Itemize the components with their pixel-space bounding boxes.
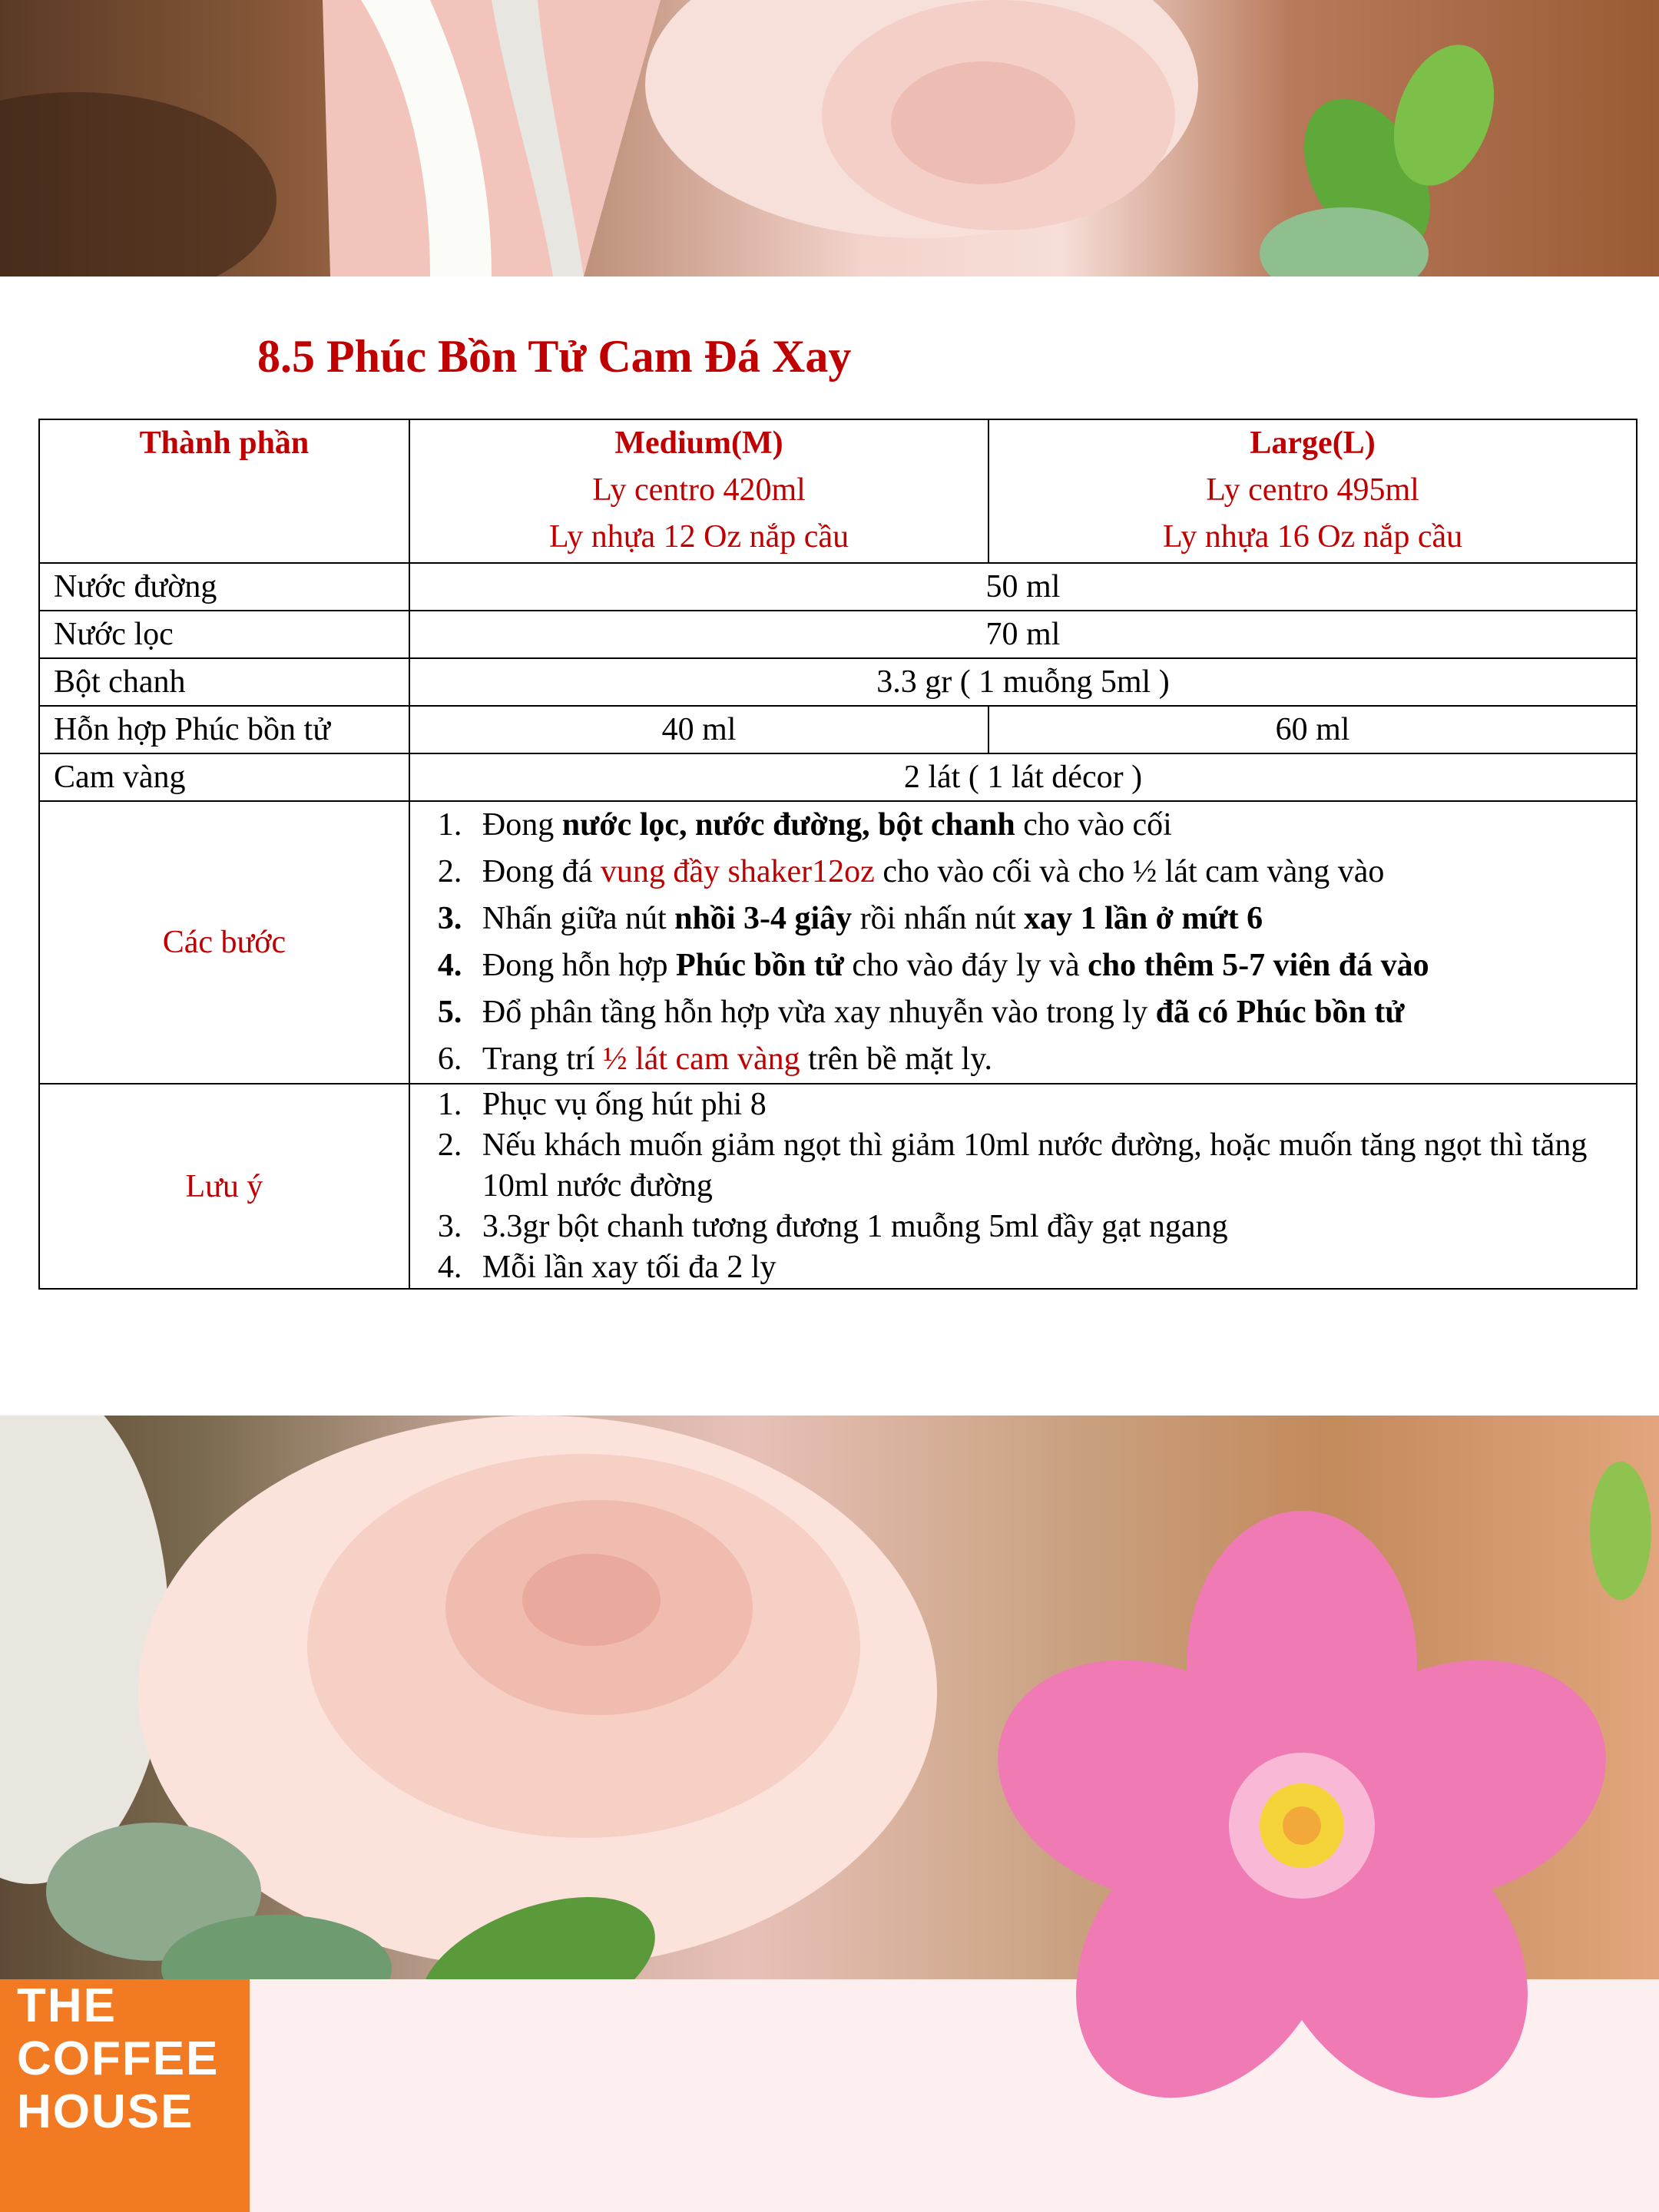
row-value: 3.3 gr ( 1 muỗng 5ml ) (409, 658, 1637, 706)
note-item: 3. 3.3gr bột chanh tương đương 1 muỗng 5ml đầy gạt ngang (470, 1207, 1622, 1247)
step-item: 2. Đong đá vung đầy shaker12oz cho vào cối và cho ½ lát cam vàng vào (470, 849, 1622, 896)
notes-row (39, 1084, 1637, 1289)
recipe-title: 8.5 Phúc Bồn Tử Cam Đá Xay (257, 331, 852, 382)
note-item: 1. Phục vụ ống hút phi 8 (470, 1084, 1622, 1125)
steps-label: Các bước (39, 801, 409, 1084)
row-name: Bột chanh (39, 658, 409, 706)
row-name: Cam vàng (39, 753, 409, 801)
table-row (39, 753, 1637, 801)
step-item: 4. Đong hỗn hợp Phúc bồn tử cho vào đáy ly và cho thêm 5-7 viên đá vào (470, 942, 1622, 989)
header-large-cup: Ly centro 495ml (1206, 472, 1419, 508)
row-name: Hỗn hợp Phúc bồn tử (39, 706, 409, 753)
row-name: Nước đường (39, 563, 409, 611)
table-row (39, 658, 1637, 706)
pink-footer-panel (250, 1979, 1659, 2212)
notes-label: Lưu ý (39, 1084, 409, 1289)
header-medium-label: Medium(M) (614, 426, 783, 461)
table-header-row (39, 419, 1637, 563)
steps-cell (409, 801, 1637, 1084)
note-item: 2. Nếu khách muốn giảm ngọt thì giảm 10ml nước đường, hoặc muốn tăng ngọt thì tăng 10ml nước đường (470, 1125, 1622, 1207)
note-item: 4. Mỗi lần xay tối đa 2 ly (470, 1247, 1622, 1288)
header-medium (409, 419, 988, 563)
row-value: 50 ml (409, 563, 1637, 611)
top-decorative-photo (0, 0, 1659, 276)
steps-row (39, 801, 1637, 1084)
table-row (39, 611, 1637, 658)
notes-list (424, 1084, 1622, 1288)
brand-line-2: COFFEE (17, 2032, 220, 2085)
header-large (988, 419, 1637, 563)
header-large-alt-cup: Ly nhựa 16 Oz nắp cầu (1162, 519, 1463, 555)
recipe-table (38, 419, 1637, 1290)
row-value-medium: 40 ml (409, 706, 988, 753)
steps-list (424, 802, 1622, 1083)
row-value: 2 lát ( 1 lát décor ) (409, 753, 1637, 801)
table-row (39, 563, 1637, 611)
step-item: 1. Đong nước lọc, nước đường, bột chanh cho vào cối (470, 802, 1622, 849)
header-large-label: Large(L) (1250, 426, 1376, 461)
brand-line-1: THE (17, 1979, 117, 2032)
table-row (39, 706, 1637, 753)
brand-line-3: HOUSE (17, 2085, 194, 2138)
step-item: 3. Nhấn giữa nút nhồi 3-4 giây rồi nhấn nút xay 1 lần ở mứt 6 (470, 896, 1622, 942)
step-item: 6. Trang trí ½ lát cam vàng trên bề mặt ly. (470, 1036, 1622, 1083)
header-medium-cup: Ly centro 420ml (592, 472, 806, 508)
row-value: 70 ml (409, 611, 1637, 658)
header-ingredient-label: Thành phần (139, 426, 310, 461)
top-photo-art (0, 0, 1659, 276)
header-medium-alt-cup: Ly nhựa 12 Oz nắp cầu (548, 519, 849, 555)
brand-logo-panel (0, 1979, 250, 2212)
row-value-large: 60 ml (988, 706, 1637, 753)
notes-cell (409, 1084, 1637, 1289)
bottom-decorative-photo (0, 1416, 1659, 2212)
header-ingredient (39, 419, 409, 563)
row-name: Nước lọc (39, 611, 409, 658)
step-item: 5. Đổ phân tầng hỗn hợp vừa xay nhuyễn vào trong ly đã có Phúc bồn tử (470, 989, 1622, 1036)
brand-logo (17, 1979, 219, 2138)
